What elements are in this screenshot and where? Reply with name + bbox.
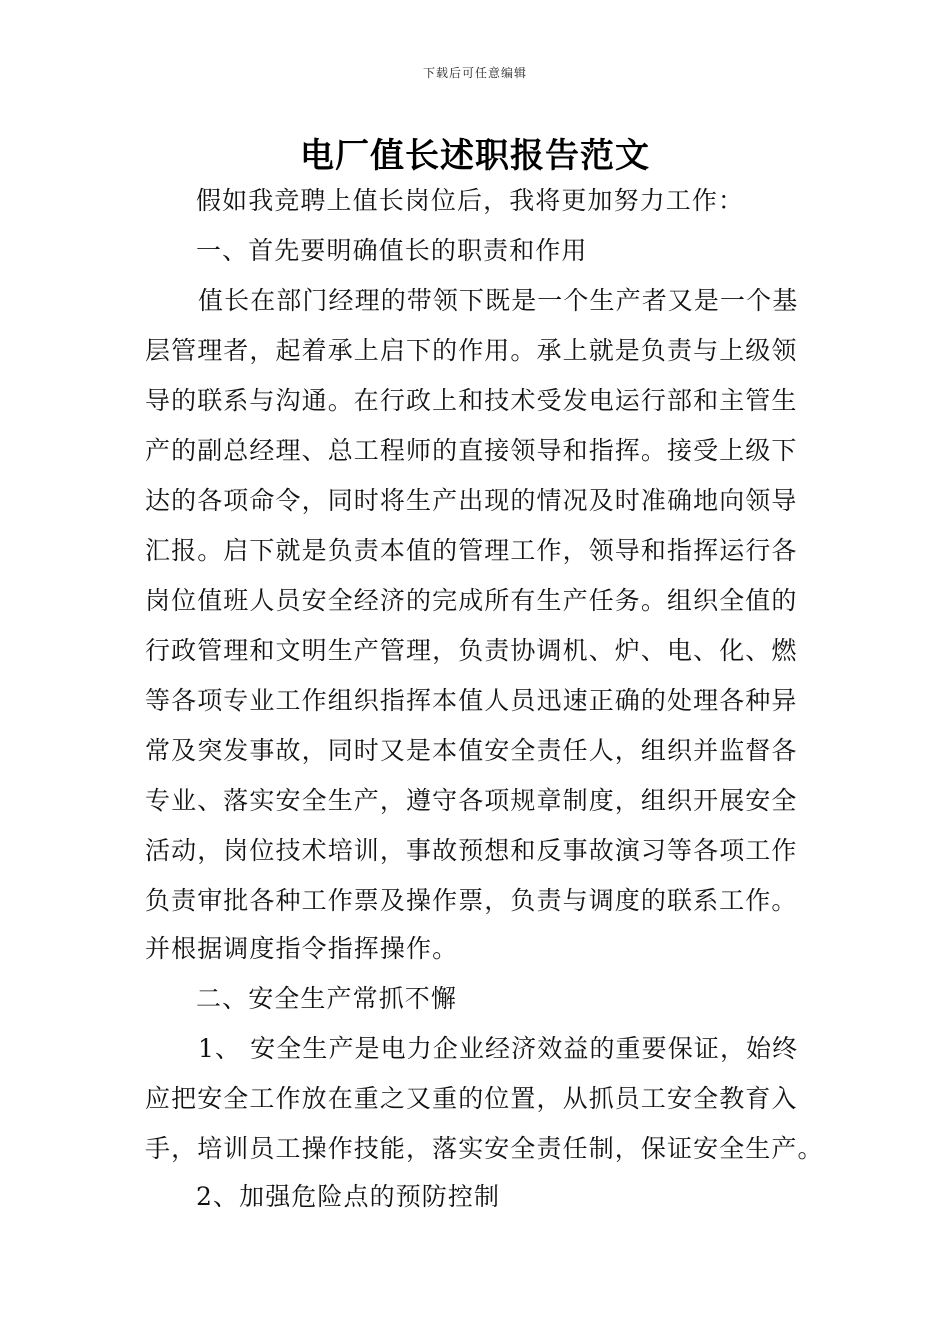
paragraph-line: 等各项专业工作组织指挥本值人员迅速正确的处理各种异: [145, 686, 798, 715]
paragraph-line: 层管理者，起着承上启下的作用。承上就是负责与上级领: [145, 336, 798, 365]
section-heading-2: 二、安全生产常抓不懈: [196, 984, 458, 1013]
paragraph-line: 手，培训员工操作技能，落实安全责任制，保证安全生产。: [145, 1134, 824, 1163]
paragraph-line: 常及突发事故，同时又是本值安全责任人，组织并监督各: [145, 736, 798, 765]
paragraph-line: 活动，岗位技术培训，事故预想和反事故演习等各项工作: [145, 836, 798, 865]
paragraph-line: 导的联系与沟通。在行政上和技术受发电运行部和主管生: [145, 386, 798, 415]
paragraph-line: 汇报。启下就是负责本值的管理工作，领导和指挥运行各: [145, 536, 798, 565]
paragraph-line: 专业、落实安全生产，遵守各项规章制度，组织开展安全: [145, 786, 798, 815]
paragraph-line: 产的副总经理、总工程师的直接领导和指挥。接受上级下: [145, 436, 798, 465]
paragraph-intro: 假如我竞聘上值长岗位后，我将更加努力工作：: [196, 186, 745, 215]
section-heading-1: 一、首先要明确值长的职责和作用: [196, 236, 588, 265]
subsection-heading: 2、加强危险点的预防控制: [196, 1182, 501, 1211]
paragraph-line: 值长在部门经理的带领下既是一个生产者又是一个基: [198, 286, 799, 315]
paragraph-line: 负责审批各种工作票及操作票，负责与调度的联系工作。: [145, 886, 798, 915]
paragraph-line: 并根据调度指令指挥操作。: [145, 934, 459, 963]
paragraph-line: 岗位值班人员安全经济的完成所有生产任务。组织全值的: [145, 586, 798, 615]
header-note: 下载后可任意编辑: [422, 66, 527, 80]
page-title: 电厂值长述职报告范文: [300, 136, 650, 176]
paragraph-line: 行政管理和文明生产管理，负责协调机、炉、电、化、燃: [145, 636, 798, 665]
paragraph-line: 达的各项命令，同时将生产出现的情况及时准确地向领导: [145, 486, 798, 515]
paragraph-line: 1、 安全生产是电力企业经济效益的重要保证，始终: [198, 1034, 799, 1063]
paragraph-line: 应把安全工作放在重之又重的位置，从抓员工安全教育入: [145, 1084, 798, 1113]
